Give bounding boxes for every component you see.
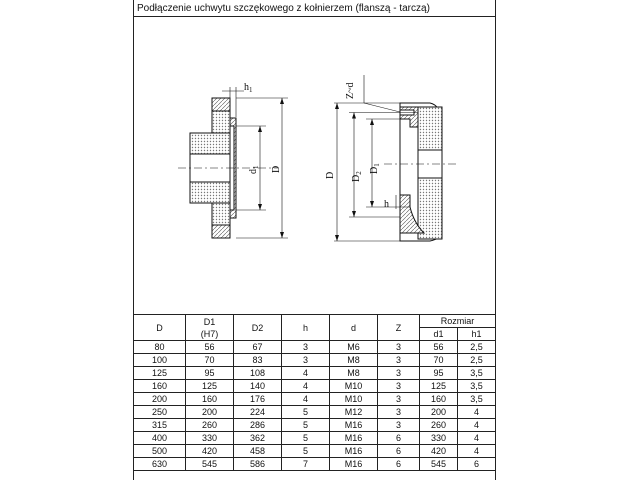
table-cell: 2,5: [458, 354, 496, 367]
document-title: Podłączenie uchwytu szczękowego z kołnierzem (flanszą - tarczą): [137, 3, 430, 14]
table-cell: 160: [186, 393, 234, 406]
table-cell: 3: [378, 419, 420, 432]
table-cell: 125: [186, 380, 234, 393]
flange-section-top: [212, 98, 230, 111]
table-cell: 3: [378, 354, 420, 367]
header-d: d: [330, 315, 378, 341]
table-cell: 70: [420, 354, 458, 367]
table-cell: M16: [330, 445, 378, 458]
table-cell: 3: [282, 341, 330, 354]
table-cell: 4: [458, 432, 496, 445]
table-cell: 400: [134, 432, 186, 445]
table-cell: 250: [134, 406, 186, 419]
table-cell: 7: [282, 458, 330, 471]
table-cell: 125: [134, 367, 186, 380]
table-cell: 330: [186, 432, 234, 445]
table-row: [134, 419, 496, 432]
table-cell: 160: [134, 380, 186, 393]
table-cell: 5: [282, 432, 330, 445]
table-cell: 56: [420, 341, 458, 354]
table-row: [134, 458, 496, 471]
table-row: [134, 341, 496, 354]
label-h: h: [384, 199, 389, 210]
table-cell: 286: [234, 419, 282, 432]
table-cell: 5: [282, 445, 330, 458]
table-cell: 3,5: [458, 380, 496, 393]
table-cell: 140: [234, 380, 282, 393]
table-cell: M10: [330, 393, 378, 406]
table-cell: 500: [134, 445, 186, 458]
table-cell: 5: [282, 419, 330, 432]
table-row: [134, 445, 496, 458]
table-cell: 545: [420, 458, 458, 471]
table-cell: 100: [134, 354, 186, 367]
table-cell: 330: [420, 432, 458, 445]
table-cell: 95: [420, 367, 458, 380]
flange-section-bottom: [212, 225, 230, 238]
table-cell: 4: [458, 406, 496, 419]
label-Z-d: Z~d: [345, 82, 356, 99]
table-cell: 108: [234, 367, 282, 380]
table-cell: M6: [330, 341, 378, 354]
header-D1: D1 (H7): [186, 315, 234, 341]
table-cell: 3: [282, 354, 330, 367]
table-cell: 160: [420, 393, 458, 406]
header-rozmiar: Rozmiar: [420, 315, 496, 328]
table-cell: 6: [378, 445, 420, 458]
table-cell: 200: [420, 406, 458, 419]
table-cell: 67: [234, 341, 282, 354]
label-D-left: D: [271, 165, 282, 173]
header-h: h: [282, 315, 330, 341]
table-cell: 3,5: [458, 367, 496, 380]
header-D: D: [134, 315, 186, 341]
table-row: [134, 432, 496, 445]
table-row: [134, 354, 496, 367]
table-cell: 80: [134, 341, 186, 354]
table-cell: 70: [186, 354, 234, 367]
table-cell: 545: [186, 458, 234, 471]
flange-section-view: [178, 87, 288, 238]
table-cell: M8: [330, 354, 378, 367]
table-row: [134, 367, 496, 380]
label-d1: $d_1$: [248, 165, 260, 174]
table-cell: 95: [186, 367, 234, 380]
table-cell: 6: [378, 458, 420, 471]
table-cell: 3: [378, 341, 420, 354]
table-cell: 176: [234, 393, 282, 406]
table-cell: M16: [330, 432, 378, 445]
table-cell: 125: [420, 380, 458, 393]
table-cell: 200: [134, 393, 186, 406]
table-cell: 458: [234, 445, 282, 458]
table-cell: 420: [186, 445, 234, 458]
label-h1: $h_1$: [244, 82, 253, 94]
table-cell: M16: [330, 458, 378, 471]
table-cell: 3: [378, 406, 420, 419]
table-cell: 3: [378, 367, 420, 380]
table-cell: 2,5: [458, 341, 496, 354]
table-cell: 83: [234, 354, 282, 367]
header-Z: Z: [378, 315, 420, 341]
table-cell: 586: [234, 458, 282, 471]
table-cell: 260: [186, 419, 234, 432]
table-cell: M10: [330, 380, 378, 393]
table-cell: M12: [330, 406, 378, 419]
table-cell: 224: [234, 406, 282, 419]
table-cell: 315: [134, 419, 186, 432]
table-cell: 56: [186, 341, 234, 354]
table-cell: 3: [378, 393, 420, 406]
table-cell: 200: [186, 406, 234, 419]
header-D2: D2: [234, 315, 282, 341]
table-cell: 4: [458, 445, 496, 458]
label-D-right: D: [325, 171, 336, 179]
table-cell: M16: [330, 419, 378, 432]
table-cell: 5: [282, 406, 330, 419]
table-cell: 420: [420, 445, 458, 458]
table-cell: 630: [134, 458, 186, 471]
chuck-labels: [325, 82, 389, 210]
table-row: [134, 380, 496, 393]
table-cell: 4: [282, 393, 330, 406]
dimensions-table: [133, 314, 496, 471]
table-row: [134, 393, 496, 406]
table-cell: 3: [378, 380, 420, 393]
table-cell: 4: [282, 367, 330, 380]
header-h1: h1: [458, 328, 496, 341]
label-D2: $D_2$: [351, 171, 363, 182]
table-cell: 3,5: [458, 393, 496, 406]
table-cell: 362: [234, 432, 282, 445]
table-cell: 260: [420, 419, 458, 432]
table-cell: 4: [282, 380, 330, 393]
table-cell: 6: [458, 458, 496, 471]
dimensions-table-body: [134, 341, 496, 471]
label-D1: $D_1$: [369, 163, 381, 174]
table-cell: 6: [378, 432, 420, 445]
table-cell: M8: [330, 367, 378, 380]
technical-drawing: [134, 17, 494, 313]
flange-labels: [244, 82, 282, 174]
header-d1: d1: [420, 328, 458, 341]
table-row: [134, 406, 496, 419]
table-cell: 4: [458, 419, 496, 432]
